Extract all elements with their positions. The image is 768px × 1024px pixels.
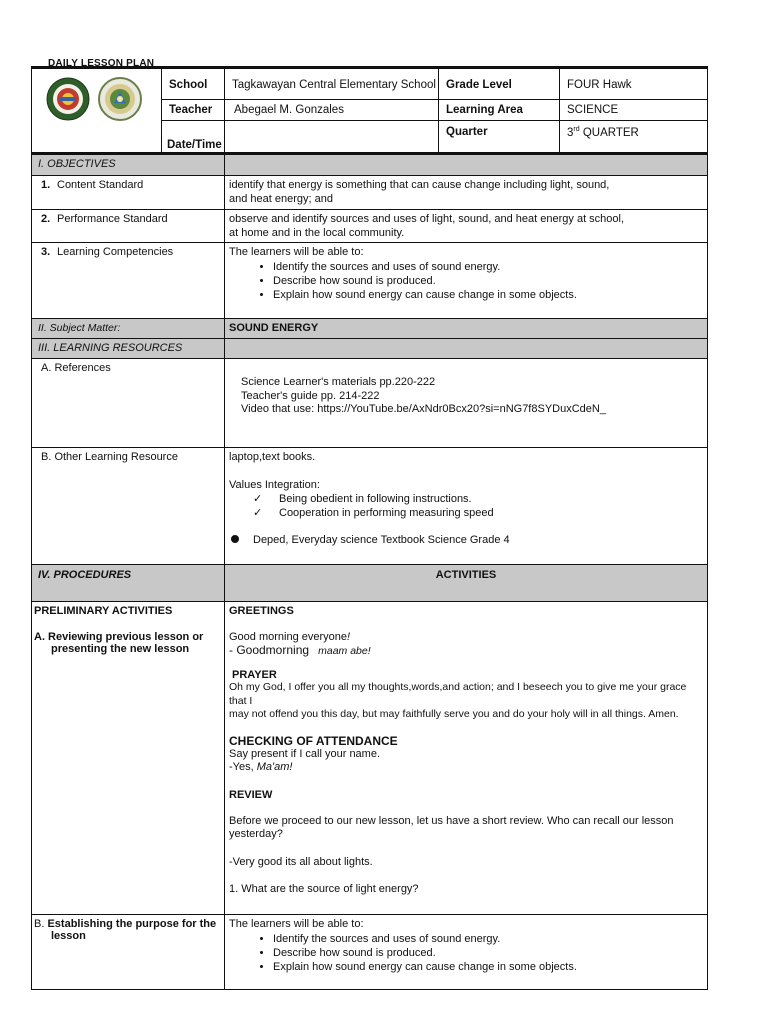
greeting-response	[229, 643, 703, 657]
review-line-1: Before we proceed to our new lesson, let us have a short review. Who can recall our lesson	[229, 814, 674, 827]
review-heading: REVIEW	[229, 788, 273, 801]
greetings-heading: GREETINGS	[229, 605, 294, 617]
quarter-text: QUARTER	[582, 126, 639, 139]
datetime-label: Date/Time	[167, 139, 222, 151]
textbook-bullet-line	[229, 534, 703, 548]
review-line-2: yesterday?	[229, 828, 283, 840]
list-item	[253, 492, 703, 506]
establishing-purpose-row	[32, 915, 707, 989]
greeting-line	[229, 631, 703, 643]
attendance-response	[229, 761, 703, 775]
greeting-mark: !	[347, 631, 351, 643]
prayer-line-1: Oh my God, I offer you all my thoughts,words,and action; and I beseech you to give me your grace that I	[229, 681, 687, 707]
competencies-list	[229, 260, 703, 302]
teacher-value: Abegael M. Gonzales	[234, 104, 344, 116]
learning-area-label: Learning Area	[446, 104, 523, 116]
document-title: DAILY LESSON PLAN	[48, 58, 155, 69]
review-lesson-label-cont: presenting the new lesson	[51, 643, 190, 655]
purpose-intro: The learners will be able to:	[229, 918, 364, 930]
procedures-heading-row	[32, 565, 707, 602]
purpose-label-cont: lesson	[51, 930, 86, 942]
other-resources-label: B. Other Learning Resource	[32, 448, 225, 564]
quarter-number: 3	[567, 126, 574, 139]
grade-level-label: Grade Level	[446, 79, 512, 91]
header-table	[31, 66, 708, 154]
purpose-list	[229, 932, 703, 974]
review-question: 1. What are the source of light energy?	[229, 883, 419, 895]
other-resources-line: laptop,text books.	[229, 451, 316, 463]
bullet-icon	[231, 535, 239, 543]
references-row	[32, 359, 707, 448]
content-standard-number: 1.	[41, 179, 51, 191]
datetime-value	[227, 124, 237, 130]
purpose-label	[34, 918, 218, 930]
lesson-plan-body	[31, 154, 708, 990]
content-standard-line-1: identify that energy is something that can cause change including light, sound,	[229, 179, 610, 191]
review-answer: -Very good its all about lights.	[229, 855, 373, 868]
other-resources-row	[32, 448, 707, 565]
list-item	[253, 506, 703, 520]
learning-competencies-row	[32, 243, 707, 319]
learning-resources-heading: III. LEARNING RESOURCES	[32, 339, 225, 358]
content-standard-line-2: and heat energy; and	[229, 192, 333, 205]
teacher-label: Teacher	[169, 104, 213, 116]
prayer-heading: PRAYER	[232, 669, 277, 681]
performance-standard-line-2: at home and in the local community.	[229, 226, 405, 239]
procedures-heading: IV. PROCEDURES	[32, 565, 225, 601]
checkmark-icon: ✓	[253, 507, 263, 519]
objectives-heading-row	[32, 155, 707, 176]
attendance-heading: CHECKING OF ATTENDANCE	[229, 733, 398, 748]
reference-line: Video that use: https://YouTube.be/AxNdr0Bcx20?si=nNG7f8SYDuxCdeN_	[241, 403, 606, 415]
list-item: • Explain how sound energy can cause change in some objects.	[273, 960, 703, 974]
attendance-line: Say present if I call your name.	[229, 747, 381, 760]
preliminary-activities-label: PRELIMINARY ACTIVITIES	[34, 605, 173, 617]
performance-standard-label: Performance Standard	[57, 213, 168, 225]
competencies-intro: The learners will be able to:	[229, 246, 364, 258]
content-standard-row	[32, 176, 707, 210]
checkmark-icon: ✓	[253, 493, 263, 505]
school-seal-logo	[98, 77, 142, 121]
attendance-response-text: -Yes,	[229, 761, 257, 773]
value-item-text: Being obedient in following instructions.	[279, 493, 472, 505]
reference-line: Teacher's guide pp. 214-222	[241, 389, 380, 402]
list-item: • Describe how sound is produced.	[273, 274, 703, 288]
performance-standard-row	[32, 210, 707, 243]
grade-level-value: FOUR Hawk	[567, 79, 632, 91]
response-text: - Goodmorning	[229, 643, 310, 657]
values-list	[229, 492, 703, 520]
textbook-text: Deped, Everyday science Textbook Science Grade 4	[253, 534, 510, 546]
deped-seal-logo	[46, 77, 90, 121]
list-item: • Describe how sound is produced.	[273, 946, 703, 960]
subject-matter-label: II. Subject Matter:	[32, 319, 225, 338]
purpose-label-text: Establishing the purpose for the	[47, 918, 217, 930]
activities-heading: ACTIVITIES	[435, 569, 497, 581]
quarter-value	[562, 123, 644, 142]
values-integration-heading: Values Integration:	[229, 478, 320, 491]
reference-line: Science Learner's materials pp.220-222	[241, 376, 436, 388]
learning-area-value: SCIENCE	[567, 104, 619, 116]
school-label: School	[169, 79, 208, 91]
learning-resources-heading-row	[32, 339, 707, 359]
greeting-text: Good morning everyone	[229, 631, 348, 643]
competencies-label: Learning Competencies	[57, 246, 174, 258]
attendance-response-italic: Ma'am!	[256, 761, 293, 773]
value-item-text: Cooperation in performing measuring speed	[279, 507, 494, 519]
list-item: • Identify the sources and uses of sound energy.	[273, 260, 703, 274]
performance-standard-number: 2.	[41, 213, 51, 225]
school-value: Tagkawayan Central Elementary School	[232, 79, 436, 91]
subject-matter-value: SOUND ENERGY	[229, 322, 319, 334]
performance-standard-line-1: observe and identify sources and uses of light, sound, and heat energy at school,	[229, 213, 625, 225]
references-label: A. References	[32, 359, 225, 447]
preliminary-activities-row	[32, 602, 707, 915]
subject-matter-row	[32, 319, 707, 339]
objectives-heading: I. OBJECTIVES	[32, 155, 225, 175]
quarter-label: Quarter	[446, 126, 488, 138]
review-lesson-label: A. Reviewing previous lesson or	[34, 631, 204, 643]
list-item: • Identify the sources and uses of sound energy.	[273, 932, 703, 946]
purpose-prefix: B.	[34, 918, 48, 930]
competencies-number: 3.	[41, 246, 51, 258]
content-standard-label: Content Standard	[57, 179, 144, 191]
prayer-line-2: may not offend you this day, but may faithfully serve you and do your holy will in all things. Amen.	[229, 708, 679, 720]
list-item: • Explain how sound energy can cause change in some objects.	[273, 288, 703, 302]
quarter-suffix: rd	[573, 126, 580, 133]
response-italic: maam abe!	[318, 645, 371, 657]
